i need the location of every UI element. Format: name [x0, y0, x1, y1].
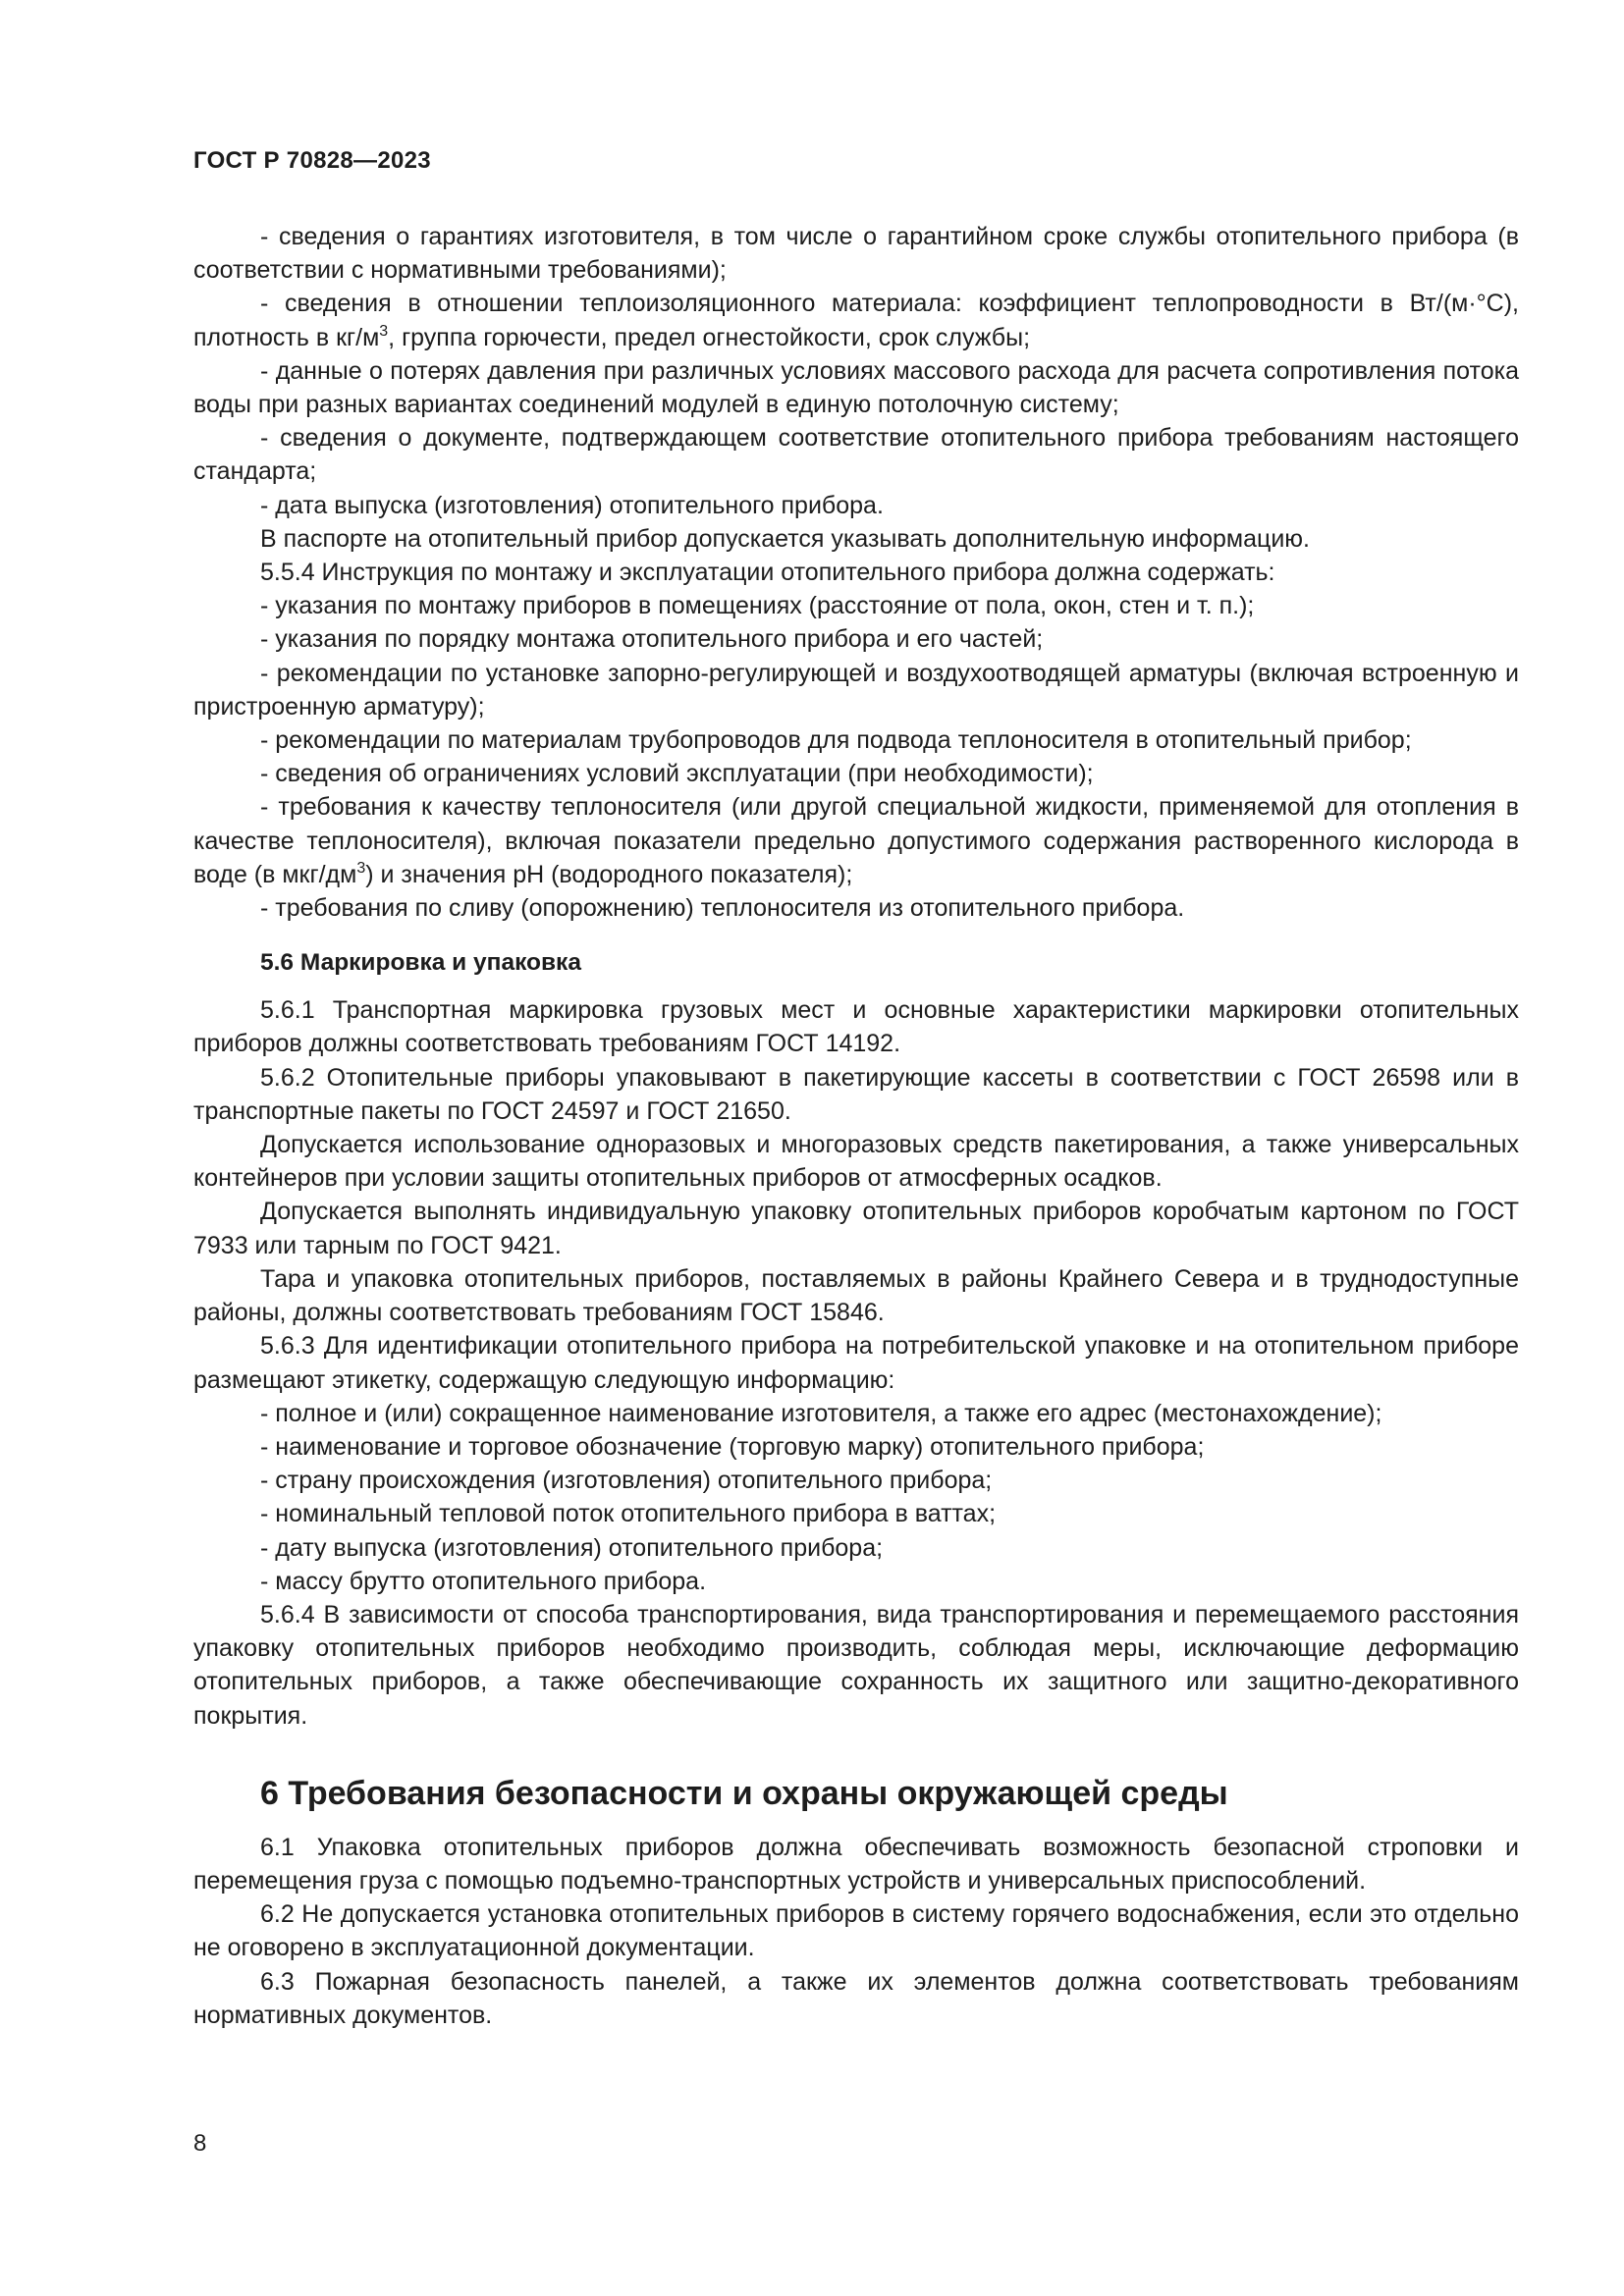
paragraph: 5.6.4 В зависимости от способа транспортирования, вида транспортирования и перемещаемого расстояния упаковку отопительных приборов необходимо производить, соблюдая меры, исключающие деформацию отопительных приборов, а также обеспечивающие сохранность их защитного или защитно-декоративного покрытия. — [193, 1600, 1519, 1730]
paragraph: - требования к качеству теплоносителя (или другой специальной жидкости, применяемой для отопления в качестве теплоносителя), включая показатели предельно допустимого содержания растворенного кислорода в воде (в мкг/$дм^3$) и значения pH (водородного показателя); — [193, 793, 1519, 888]
paragraph: - рекомендации по материалам трубопроводов для подвода теплоносителя в отопительный прибор; — [260, 726, 1412, 755]
section-heading-6: 6 Требования безопасности и охраны окружающей среды — [260, 1774, 1228, 1812]
section-heading-5-6: 5.6 Маркировка и упаковка — [260, 949, 581, 977]
paragraph: - полное и (или) сокращенное наименование изготовителя, а также его адрес (местонахождение); — [260, 1399, 1382, 1427]
paragraph: Тара и упаковка отопительных приборов, поставляемых в районы Крайнего Севера и в труднодоступные районы, должны соответствовать требованиям ГОСТ 15846. — [193, 1264, 1519, 1327]
paragraph: 6.1 Упаковка отопительных приборов должна обеспечивать возможность безопасной строповки и перемещения груза с помощью подъемно-транспортных устройств и универсальных приспособлений. — [193, 1833, 1519, 1895]
paragraph: - требования по сливу (опорожнению) теплоносителя из отопительного прибора. — [260, 894, 1185, 923]
paragraph: - указания по порядку монтажа отопительного прибора и его частей; — [260, 625, 1044, 654]
paragraph: - дату выпуска (изготовления) отопительного прибора; — [260, 1533, 884, 1562]
paragraph: 6.2 Не допускается установка отопительных приборов в систему горячего водоснабжения, если это отдельно не оговорено в эксплуатационной документации. — [193, 1900, 1519, 1962]
paragraph: - массу брутто отопительного прибора. — [260, 1567, 707, 1595]
paragraph: - сведения об ограничениях условий эксплуатации (при необходимости); — [260, 760, 1094, 788]
paragraph: В паспорте на отопительный прибор допускается указывать дополнительную информацию. — [260, 524, 1310, 553]
paragraph: 5.6.1 Транспортная маркировка грузовых мест и основные характеристики маркировки отопительных приборов должны соответствовать требованиям ГОСТ 14192. — [193, 996, 1519, 1058]
paragraph: - страну происхождения (изготовления) отопительного прибора; — [260, 1467, 993, 1495]
paragraph: - данные о потерях давления при различных условиях массового расхода для расчета сопротивления потока воды при разных вариантах соединений модулей в единую потолочную систему; — [193, 356, 1519, 419]
paragraph: - дата выпуска (изготовления) отопительного прибора. — [260, 491, 884, 519]
paragraph: - сведения о документе, подтверждающем соответствие отопительного прибора требованиям настоящего стандарта; — [193, 424, 1519, 486]
paragraph: Допускается выполнять индивидуальную упаковку отопительных приборов коробчатым картоном по ГОСТ 7933 или тарным по ГОСТ 9421. — [193, 1198, 1519, 1259]
paragraph: 5.6.3 Для идентификации отопительного прибора на потребительской упаковке и на отопительном приборе размещают этикетку, содержащую следующую информацию: — [193, 1332, 1519, 1394]
page-number: 8 — [193, 2130, 207, 2157]
paragraph: - сведения о гарантиях изготовителя, в том числе о гарантийном сроке службы отопительного прибора (в соответствии с нормативными требованиями); — [193, 223, 1519, 285]
document-code-header: ГОСТ Р 70828—2023 — [193, 147, 431, 174]
paragraph: - номинальный тепловой поток отопительного прибора в ваттах; — [260, 1500, 997, 1528]
paragraph: - наименование и торговое обозначение (торговую марку) отопительного прибора; — [260, 1432, 1205, 1461]
paragraph: 6.3 Пожарная безопасность панелей, а также их элементов должна соответствовать требованиям нормативных документов. — [193, 1967, 1519, 2029]
document-body — [193, 220, 1519, 2032]
paragraph: - сведения в отношении теплоизоляционного материала: коэффициент теплопроводности в Вт/(м·°С), плотность в $кг/м^3$, группа горючести, предел огнестойкости, срок службы; — [193, 290, 1519, 351]
paragraph: 5.6.2 Отопительные приборы упаковывают в пакетирующие кассеты в соответствии с ГОСТ 26598 или в транспортные пакеты по ГОСТ 24597 и ГОСТ 21650. — [193, 1063, 1519, 1125]
paragraph: 5.5.4 Инструкция по монтажу и эксплуатации отопительного прибора должна содержать: — [260, 559, 1275, 587]
paragraph: Допускается использование одноразовых и многоразовых средств пакетирования, а также универсальных контейнеров при условии защиты отопительных приборов от атмосферных осадков. — [193, 1131, 1519, 1193]
paragraph: - рекомендации по установке запорно-регулирующей и воздухоотводящей арматуры (включая встроенную и пристроенную арматуру); — [193, 659, 1519, 721]
paragraph: - указания по монтажу приборов в помещениях (расстояние от пола, окон, стен и т. п.); — [260, 592, 1255, 620]
